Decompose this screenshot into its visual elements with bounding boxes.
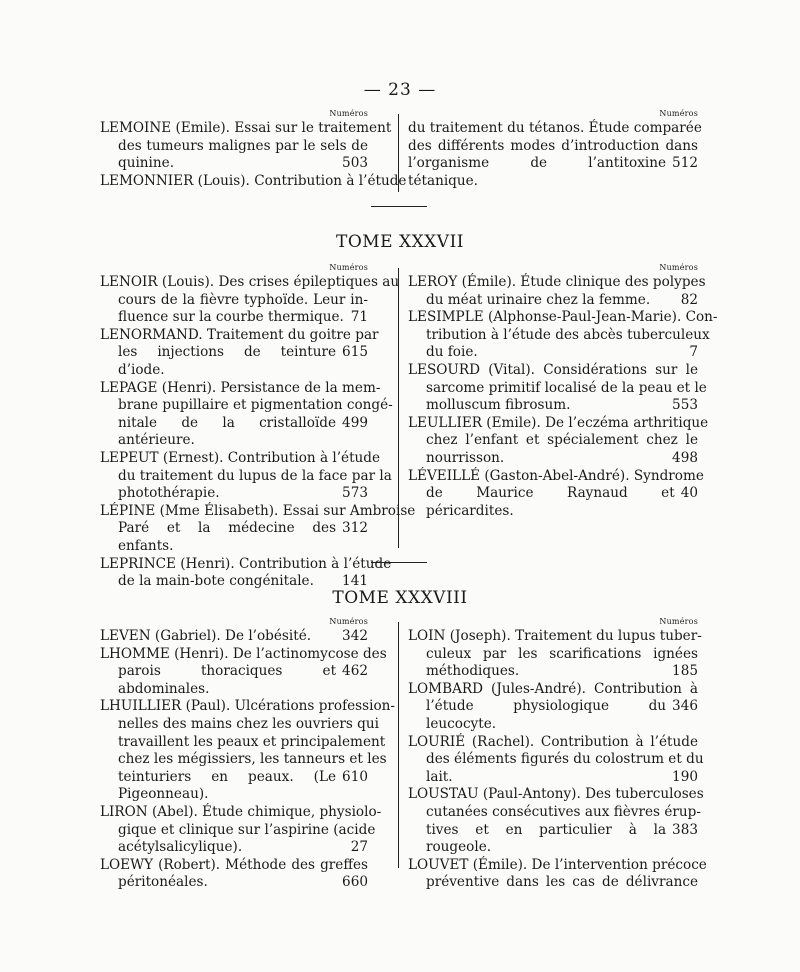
entry-number: 27	[350, 839, 368, 856]
entry-line: sarcome primitif localisé de la peau et le	[426, 379, 707, 396]
entry-line: LENOIR (Louis). Des crises épileptiques au	[100, 274, 400, 290]
section-tome-38	[100, 616, 707, 891]
index-entry	[100, 698, 396, 804]
index-entry	[100, 449, 392, 503]
entry-number: 462	[342, 663, 368, 680]
entry-number: 40	[680, 485, 698, 502]
entry-line: LÉPINE (Mme Élisabeth). Essai sur Ambroise	[100, 502, 416, 519]
entry-line-last: fluence sur la courbe thermique.	[118, 309, 344, 326]
entry-number: 512	[672, 155, 698, 172]
entry-line: LESIMPLE (Alphonse-Paul-Jean-Marie). Con-	[408, 309, 718, 326]
entry-line-last: teinturiers en peaux. (Le Pigeonneau).	[118, 768, 337, 803]
entry-line: du traitement du tétanos. Étude comparée	[408, 120, 702, 136]
entry-line: préventive dans les cas de délivrance	[426, 874, 698, 891]
entry-line: gique et clinique sur l’aspirine (acide	[118, 821, 376, 838]
entry-line-with-number	[100, 485, 368, 503]
index-entry	[100, 645, 387, 699]
entry-line: LOIN (Joseph). Traitement du lupus tuber-	[408, 628, 702, 644]
entry-number: 499	[342, 414, 368, 431]
entry-lemoine	[100, 120, 392, 173]
index-entry	[408, 733, 704, 787]
section-continuation	[100, 108, 702, 192]
entry-number: 498	[672, 449, 698, 466]
entry-line: LHUILLIER (Paul). Ulcérations profession-	[100, 698, 396, 715]
entry-line: chez les mégissiers, les tanneurs et les	[118, 751, 387, 768]
entry-line-last: l’étude physiologique du leucocyte.	[426, 698, 667, 732]
entry-line: cours de la fièvre typhoïde. Leur in-	[118, 291, 368, 308]
index-entry	[100, 555, 392, 591]
entry-line-last: du foie.	[426, 344, 478, 361]
entry-line: nelles des mains chez les ouvriers qui	[118, 715, 379, 732]
entry-number: 573	[342, 485, 368, 502]
entry-number: 346	[672, 698, 698, 715]
entry-number: 383	[672, 821, 698, 838]
entry-line: LOEWY (Robert). Méthode des greffes	[100, 856, 368, 873]
entry-line-last: l’organisme de l’antitoxine tétanique.	[408, 155, 667, 189]
column-left	[100, 262, 416, 591]
entry-line-with-number	[100, 628, 368, 646]
entry-line: LÉVEILLÉ (Gaston-Abel-André). Syndrome	[408, 467, 704, 484]
entry-line: LEPEUT (Ernest). Contribution à l’étude	[100, 449, 381, 466]
entry-line-last: de la main-bote congénitale.	[118, 573, 314, 590]
entry-number: 7	[689, 344, 698, 361]
entry-number: 615	[342, 344, 368, 361]
entry-number: 312	[342, 520, 368, 537]
entry-line: LOURIÉ (Rachel). Contribution à l’étude	[408, 733, 698, 750]
entry-line-with-number	[408, 485, 698, 520]
entry-line-last: du méat urinaire chez la femme.	[426, 291, 651, 308]
entry-line-last: les injections de teinture d’iode.	[118, 344, 337, 378]
entry-line-last: tives et en particulier à la rougeole.	[426, 821, 667, 856]
entry-line: LEPAGE (Henri). Persistance de la mem-	[100, 379, 381, 396]
tome-37-title: TOME XXXVII	[335, 232, 464, 252]
entry-line-with-number	[100, 839, 368, 857]
entry-line: LENORMAND. Traitement du goitre par	[100, 326, 379, 343]
column-left	[100, 616, 396, 892]
index-entry	[408, 681, 698, 734]
numeros-header: Numéros	[659, 617, 698, 626]
entry-line-last: photothérapie.	[118, 485, 220, 502]
entry-number: 141	[342, 573, 368, 590]
section-rule	[371, 206, 427, 207]
entry-line-with-number	[100, 520, 368, 555]
section-tome-37	[100, 262, 718, 590]
entry-line-with-number	[100, 663, 368, 698]
index-entry	[408, 467, 704, 521]
entry-line-last: molluscum fibrosum.	[426, 397, 571, 414]
column-right	[408, 616, 707, 892]
entry-line: brane pupillaire et pigmentation congé-	[118, 397, 393, 414]
entry-line: LHOMME (Henri). De l’actinomycose des	[100, 645, 387, 662]
index-entry	[408, 414, 709, 468]
entry-number: 660	[342, 874, 368, 891]
entry-line-last: lait.	[426, 768, 453, 785]
entry-line: LIRON (Abel). Étude chimique, physiolo-	[100, 803, 382, 820]
index-entry	[100, 379, 393, 450]
index-entry	[100, 502, 416, 556]
index-entry	[408, 309, 718, 362]
entry-line: LEULLIER (Emile). De l’eczéma arthritique	[408, 414, 709, 431]
index-entry	[100, 857, 368, 892]
column-right	[408, 108, 702, 190]
entry-number: 185	[672, 663, 698, 680]
entry-line: chez l’enfant et spécialement chez le	[426, 432, 698, 449]
entry-line-last: péritonéales.	[118, 874, 208, 891]
entry-number: 190	[672, 768, 698, 785]
entry-line-last: parois thoraciques et abdominales.	[118, 663, 337, 697]
numeros-header: Numéros	[659, 109, 698, 118]
index-entry	[100, 628, 368, 646]
column-left	[100, 108, 407, 190]
entry-line-last: acétylsalicylique).	[118, 839, 243, 856]
entry-line-with-number	[408, 663, 698, 681]
numeros-header: Numéros	[329, 263, 368, 272]
column-right	[408, 262, 718, 520]
entry-line: LEMOINE (Emile). Essai sur le traitement	[100, 120, 392, 136]
entry-line-last: quinine.	[118, 155, 175, 172]
entry-line: des différents modes d’introduction dans	[408, 137, 698, 154]
index-entry	[408, 361, 707, 415]
entry-line: LESOURD (Vital). Considérations sur le	[408, 361, 698, 378]
index-entry	[100, 274, 400, 327]
index-entry	[408, 628, 702, 681]
entry-line-with-number	[100, 309, 368, 327]
entry-line-last: nourrisson.	[426, 449, 505, 466]
entry-line: cutanées consécutives aux fièvres érup-	[426, 803, 701, 820]
entry-line-last: méthodiques.	[426, 663, 520, 680]
entry-line-with-number	[100, 874, 368, 892]
index-entry	[408, 786, 704, 856]
entry-line: LEMONNIER (Louis). Contribution à l’étude	[100, 172, 407, 189]
index-entry	[408, 856, 707, 892]
entry-line: travaillent les peaux et principalement	[118, 733, 386, 750]
section-rule	[371, 562, 427, 563]
entry-number: 342	[342, 628, 368, 644]
numeros-header: Numéros	[329, 109, 368, 118]
entry-line-with-number	[408, 397, 698, 415]
index-entry	[100, 803, 382, 857]
entry-lemonnier-continued	[408, 120, 702, 190]
entry-number: 71	[350, 309, 368, 326]
entry-number: 503	[342, 155, 368, 172]
entry-number: 610	[342, 768, 368, 785]
entry-line: LOUSTAU (Paul-Antony). Des tuberculoses	[408, 786, 704, 803]
entry-line-with-number	[408, 698, 698, 733]
entry-line: LEPRINCE (Henri). Contribution à l’étude	[100, 555, 392, 572]
entry-line: du traitement du lupus de la face par la	[118, 467, 392, 484]
entry-number: 553	[672, 397, 698, 414]
entry-line-last: LEVEN (Gabriel). De l’obésité.	[100, 628, 312, 644]
numeros-header: Numéros	[659, 263, 698, 272]
entry-line-last: Paré et la médecine des enfants.	[118, 520, 337, 554]
column-divider	[398, 622, 399, 868]
entry-line-with-number	[408, 822, 698, 857]
entry-line-with-number	[100, 415, 368, 450]
index-entry	[100, 326, 379, 380]
numeros-header: Numéros	[329, 617, 368, 626]
entry-lemonnier	[100, 172, 407, 191]
entry-line-with-number	[408, 344, 698, 362]
entry-line-with-number	[100, 769, 368, 804]
entry-line-with-number	[408, 292, 698, 310]
entry-line: LOMBARD (Jules-André). Contribution à	[408, 680, 698, 697]
entry-line: des tumeurs malignes par le sels de	[118, 137, 368, 154]
entry-line-with-number	[408, 450, 698, 468]
tome-38-title: TOME XXXVIII	[332, 588, 468, 608]
entry-line: LEROY (Émile). Étude clinique des polypes	[408, 274, 706, 290]
entry-line: culeux par les scarifications ignées	[426, 645, 698, 662]
entry-line-last: de Maurice Raynaud et péricardites.	[426, 485, 675, 519]
page-number: — 23 —	[363, 80, 437, 100]
entry-line-with-number	[408, 769, 698, 787]
entry-line-last: nitale de la cristalloïde antérieure.	[118, 414, 337, 449]
entry-line-with-number	[100, 344, 368, 379]
entry-line: tribution à l’étude des abcès tuberculeux	[426, 326, 710, 343]
entry-line: LOUVET (Émile). De l’intervention précoce	[408, 856, 707, 873]
entry-number: 82	[680, 291, 698, 308]
index-entry	[408, 274, 706, 309]
entry-line: des éléments figurés du colostrum et du	[426, 751, 704, 768]
